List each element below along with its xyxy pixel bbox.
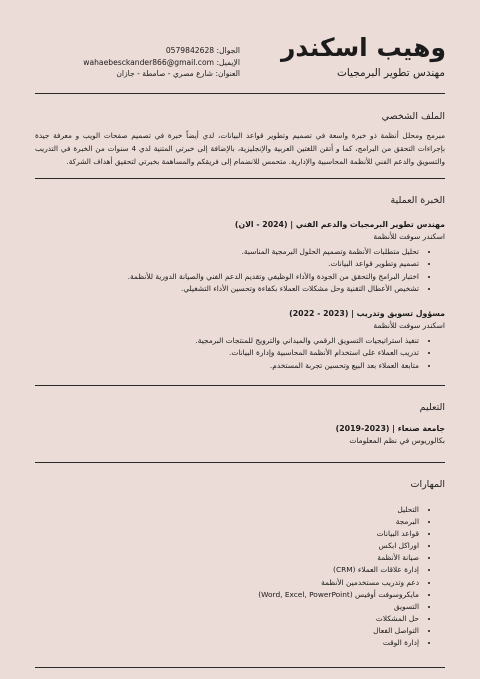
skill-item: • التسويق <box>35 601 419 613</box>
skill-item: • صيانة الأنظمة <box>35 552 419 564</box>
skill-item: • التواصل الفعال <box>35 625 419 637</box>
divider <box>35 462 445 463</box>
job-duties <box>35 335 445 372</box>
list-item: • متابعة العملاء بعد البيع وتحسين تجربة المستخدم. <box>35 360 419 372</box>
divider <box>35 385 445 386</box>
education-degree: بكالوريوس في نظم المعلومات <box>349 436 445 445</box>
list-item: • تدريب العملاء على استخدام الأنظمة المحاسبية وإدارة البيانات. <box>35 347 419 359</box>
contact-address: العنوان: شارع مصري - صامطة - جازان <box>116 69 240 78</box>
job-company: اسكندر سوفت للأنظمة <box>373 321 445 330</box>
job-entry <box>35 220 445 295</box>
job-company: اسكندر سوفت للأنظمة <box>373 232 445 241</box>
skills-list-wrap <box>35 504 445 649</box>
contact-phone: الجوال: 0579842628 <box>165 46 240 55</box>
skills-list <box>35 504 445 649</box>
skill-item: • مايكروسوفت أوفيس (Word, Excel, PowerPoint) <box>35 589 419 601</box>
skill-item: • قواعد البيانات <box>35 528 419 540</box>
list-item: • تحليل متطلبات الأنظمة وتصميم الحلول البرمجية المناسبة. <box>35 246 419 258</box>
job-title: مهندس تطوير البرمجيات والدعم الفني | (2024 - الان) <box>234 220 445 229</box>
education-entry <box>35 424 445 445</box>
job-entry <box>35 309 445 372</box>
section-title-skills: المهارات <box>410 479 445 490</box>
candidate-title: مهندس تطوير البرمجيات <box>336 67 445 79</box>
skill-item: • إدارة علاقات العملاء (CRM) <box>35 564 419 576</box>
job-duties <box>35 246 445 295</box>
divider <box>35 178 445 179</box>
contact-email: الإيميل: wahaebesckander866@gmail.com <box>83 57 240 67</box>
candidate-name: وهيب اسكندر <box>281 33 446 62</box>
divider <box>35 667 445 668</box>
skill-item: • دعم وتدريب مستخدمين الأنظمة <box>35 577 419 589</box>
skill-item: • اوراكل ابكس <box>35 540 419 552</box>
list-item: • تصميم وتطوير قواعد البيانات. <box>35 258 419 270</box>
skill-item: • حل المشكلات <box>35 613 419 625</box>
education-school: جامعة صنعاء | (2023-2019) <box>335 424 445 433</box>
list-item: • تشخيص الأعطال التقنية وحل مشكلات العملاء بكفاءة وتحسين الأداء التشغيلي. <box>35 283 419 295</box>
contact-info <box>60 45 240 80</box>
section-title-education: التعليم <box>419 402 445 413</box>
job-title: مسؤول تسويق وتدريب | (2023 - 2022) <box>289 309 445 318</box>
profile-summary: مبرمج ومحلل أنظمة ذو خبرة واسعة في تصميم وتطوير قواعد البيانات، لدي أيضاً خبرة في تصميم صفحات الويب و معرفة جيدة بإجراءات التحقق من البرامج، كما و أتقن اللغتين العربية والإنجليزية، بالإضافة إلى خبرتي المتنية لدي 4 سنوات من الخبرة في التدريب والتسويق والدعم الفني للأنظمة المحاسبية والإدارية. متحمس للانضمام إلى فريقكم والمساهمة بخبرتي لتحقيق أهداف الشركة. <box>35 131 445 166</box>
skill-item: • البرمجة <box>35 516 419 528</box>
skill-item: • إدارة الوقت <box>35 637 419 649</box>
list-item: • تنفيذ استراتيجيات التسويق الرقمي والميداني والترويج للمنتجات البرمجية. <box>35 335 419 347</box>
divider <box>35 93 445 94</box>
section-title-experience: الخبرة العملية <box>390 195 445 206</box>
section-title-profile: الملف الشخصي <box>381 111 445 122</box>
list-item: • اختبار البرامج والتحقق من الجودة والأداء الوظيفي وتقديم الدعم الفني والصيانة الدورية للأنظمة. <box>35 271 419 283</box>
skill-item: • التحليل <box>35 504 419 516</box>
